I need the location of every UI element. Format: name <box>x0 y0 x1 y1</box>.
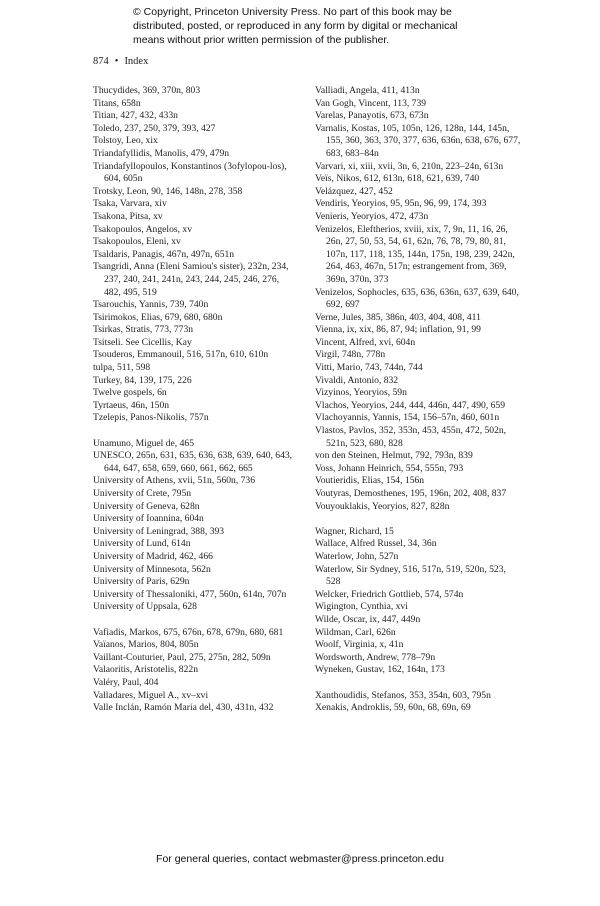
letter-gap <box>315 513 521 526</box>
index-entry: Valaoritis, Aristotelis, 822n <box>93 664 198 676</box>
index-entry: Verne, Jules, 385, 386n, 403, 404, 408, 411 <box>315 311 481 323</box>
index-entry: Vlachos, Yeoryios, 244, 444, 446n, 447, 490, 659 <box>315 399 506 411</box>
index-entry: Wigington, Cynthia, xvi <box>315 601 408 613</box>
index-entry: University of Leningrad, 388, 393 <box>93 525 225 537</box>
index-entry: Valladares, Miguel A., xv–xvi <box>93 689 209 701</box>
copyright-line: distributed, posted, or reproduced in any form by digital or mechanical <box>133 20 458 32</box>
index-entry: Tzelepis, Panos-Nikolis, 757n <box>93 412 209 424</box>
index-entry: University of Madrid, 462, 466 <box>93 550 213 562</box>
index-entry: Vitti, Mario, 743, 744n, 744 <box>315 362 423 374</box>
index-entry: Tsouderos, Emmanouil, 516, 517n, 610, 610n <box>93 349 269 361</box>
index-entry: Vincent, Alfred, xvi, 604n <box>315 336 416 348</box>
index-entry: Varelas, Panayotis, 673, 673n <box>315 110 429 122</box>
index-entry: Tsangridi, Anna (Eleni Samiou's sister), 232n, 234, 237, 240, 241, 241n, 243, 244, 245, 246, 276, 482, 495, 519 <box>93 261 289 298</box>
index-entry: Voutieridis, Elias, 154, 156n <box>315 475 425 487</box>
letter-gap <box>93 425 297 438</box>
index-entry: Varvari, xi, xiii, xvii, 3n, 6, 210n, 223–24n, 613n <box>315 160 504 172</box>
index-entry: Tsakopoulos, Angelos, xv <box>93 223 192 235</box>
index-entry: Vivaldi, Antonio, 832 <box>315 374 399 386</box>
index-entry: Titian, 427, 432, 433n <box>93 110 178 122</box>
index-entry: Turkey, 84, 139, 175, 226 <box>93 374 192 386</box>
index-entry: UNESCO, 265n, 631, 635, 636, 638, 639, 640, 643, 644, 647, 658, 659, 660, 661, 662, 665 <box>93 450 293 474</box>
index-entry: Tsirkas, Stratis, 773, 773n <box>93 324 194 336</box>
index-entry: Titans, 658n <box>93 97 141 109</box>
index-entry: Toledo, 237, 250, 379, 393, 427 <box>93 122 216 134</box>
index-entry: Venizelos, Eleftherios, xviii, xix, 7, 9n, 11, 16, 26, 26n, 27, 50, 53, 54, 61, 62n, 76, 78, 79, 80, 81, 107n, 117, 118, 135, 144n, 175n, 198, 239, 242n, 264, 463, 467n, 517n; estrangement from, 369, 369n, 370n, 373 <box>315 223 515 285</box>
index-entry: Thucydides, 369, 370n, 803 <box>93 85 201 96</box>
index-entry: Triandafyllidis, Manolis, 479, 479n <box>93 147 230 159</box>
index-entry: tulpa, 511, 598 <box>93 362 151 374</box>
index-entry: Vaïanos, Marios, 804, 805n <box>93 639 199 651</box>
index-entry: Vlachoyannis, Yannis, 154, 156–57n, 460, 601n <box>315 412 500 424</box>
index-entry: Waterlow, John, 527n <box>315 550 399 562</box>
index-entry: Voutyras, Demosthenes, 195, 196n, 202, 408, 837 <box>315 488 507 499</box>
index-entry: Valéry, Paul, 404 <box>93 676 159 688</box>
index-entry: University of Athens, xvii, 51n, 560n, 736 <box>93 475 256 487</box>
index-entry: Triandafyllopoulos, Konstantinos (3ofylopou-los), 604, 605n <box>93 160 287 185</box>
copyright-notice <box>133 5 493 47</box>
index-entry: Xenakis, Androklis, 59, 60n, 68, 69n, 69 <box>315 702 471 714</box>
index-entry: University of Minnesota, 562n <box>93 563 211 575</box>
index-entry: Wyneken, Gustav, 162, 164n, 173 <box>315 664 445 676</box>
index-entry: Varnalis, Kostas, 105, 105n, 126, 128n, 144, 145n, 155, 360, 363, 370, 377, 636, 636n, 638, 676, 677, 683, 683–84n <box>315 122 521 159</box>
index-entry: Unamuno, Miguel de, 465 <box>93 437 194 449</box>
index-entry: Wallace, Alfred Russel, 34, 36n <box>315 538 437 550</box>
index-entry: Tsaldaris, Panagis, 467n, 497n, 651n <box>93 248 235 260</box>
index-entry: University of Geneva, 628n <box>93 500 200 512</box>
index-entry: Venizelos, Sophocles, 635, 636, 636n, 637, 639, 640, 692, 697 <box>315 286 519 311</box>
index-entry: Tsitseli. See Cicellis, Kay <box>93 336 192 348</box>
index-entry: Xanthoudidis, Stefanos, 353, 354n, 603, 795n <box>315 689 491 701</box>
index-entry: Tsaka, Varvara, xiv <box>93 198 167 210</box>
index-entry: Waterlow, Sir Sydney, 516, 517n, 519, 520n, 523, 528 <box>315 563 506 588</box>
index-entry: Twelve gospels, 6n <box>93 387 167 399</box>
index-entry: Welcker, Friedrich Gottlieb, 574, 574n <box>315 588 464 600</box>
index-entry: Vaillant-Couturier, Paul, 275, 275n, 282, 509n <box>93 651 271 663</box>
index-entry: Tsakopoulos, Eleni, xv <box>93 236 181 248</box>
index-entry: University of Ioannina, 604n <box>93 513 204 525</box>
index-entry: Veïs, Nikos, 612, 613n, 618, 621, 639, 740 <box>315 173 480 185</box>
index-entry: Tolstoy, Leo, xix <box>93 135 158 147</box>
bullet-separator: • <box>114 56 119 67</box>
index-column-left <box>93 85 297 715</box>
copyright-line: means without prior written permission of the publisher. <box>133 34 390 46</box>
index-entry: Wagner, Richard, 15 <box>315 525 394 537</box>
index-entry: Venieris, Yeoryios, 472, 473n <box>315 210 429 222</box>
index-entry: Woolf, Virginia, x, 41n <box>315 639 404 651</box>
index-entry: Virgil, 748n, 778n <box>315 349 386 361</box>
letter-gap <box>93 614 297 627</box>
index-entry: Voss, Johann Heinrich, 554, 555n, 793 <box>315 462 464 474</box>
index-entry: Tsakona, Pitsa, xv <box>93 210 163 222</box>
index-entry: Trotsky, Leon, 90, 146, 148n, 278, 358 <box>93 185 243 197</box>
section-title: Index <box>124 56 149 67</box>
index-entry: University of Thessaloniki, 477, 560n, 614n, 707n <box>93 588 287 600</box>
index-entry: University of Paris, 629n <box>93 576 190 588</box>
index-entry: Tsirimokos, Elias, 679, 680, 680n <box>93 311 223 323</box>
index-entry: University of Crete, 795n <box>93 488 192 499</box>
footer-contact: For general queries, contact webmaster@press.princeton.edu <box>156 853 444 865</box>
index-entry: Wordsworth, Andrew, 778–79n <box>315 651 436 663</box>
index-entry: Vlastos, Pavlos, 352, 353n, 453, 455n, 472, 502n, 521n, 523, 680, 828 <box>315 425 507 449</box>
index-entry: Vendiris, Yeoryios, 95, 95n, 96, 99, 174, 393 <box>315 198 487 210</box>
index-entry: Tsarouchis, Yannis, 739, 740n <box>93 299 209 311</box>
index-entry: Van Gogh, Vincent, 113, 739 <box>315 97 427 109</box>
index-entry: Velázquez, 427, 452 <box>315 185 393 197</box>
index-entry: Wilde, Oscar, ix, 447, 449n <box>315 613 421 625</box>
running-head <box>93 56 148 67</box>
page-number: 874 <box>93 56 109 67</box>
index-entry: Vienna, ix, xix, 86, 87, 94; inflation, 91, 99 <box>315 324 481 336</box>
index-entry: University of Uppsala, 628 <box>93 601 197 613</box>
index-entry: Vouyouklakis, Yeoryios, 827, 828n <box>315 500 450 512</box>
index-column-right <box>315 85 521 715</box>
index-entry: University of Lund, 614n <box>93 538 191 550</box>
index-entry: Vafiadis, Markos, 675, 676n, 678, 679n, 680, 681 <box>93 626 284 638</box>
copyright-line: © Copyright, Princeton University Press. No part of this book may be <box>133 6 452 18</box>
index-entry: Valle Inclán, Ramón María del, 430, 431n, 432 <box>93 702 274 714</box>
index-entry: Tyrtaeus, 46n, 150n <box>93 399 170 411</box>
index-entry: Valliadi, Angela, 411, 413n <box>315 85 420 96</box>
index-entry: Wildman, Carl, 626n <box>315 626 396 638</box>
letter-gap <box>315 677 521 690</box>
index-entry: Vizyinos, Yeoryios, 59n <box>315 387 407 399</box>
index-entry: von den Steinen, Helmut, 792, 793n, 839 <box>315 450 473 462</box>
